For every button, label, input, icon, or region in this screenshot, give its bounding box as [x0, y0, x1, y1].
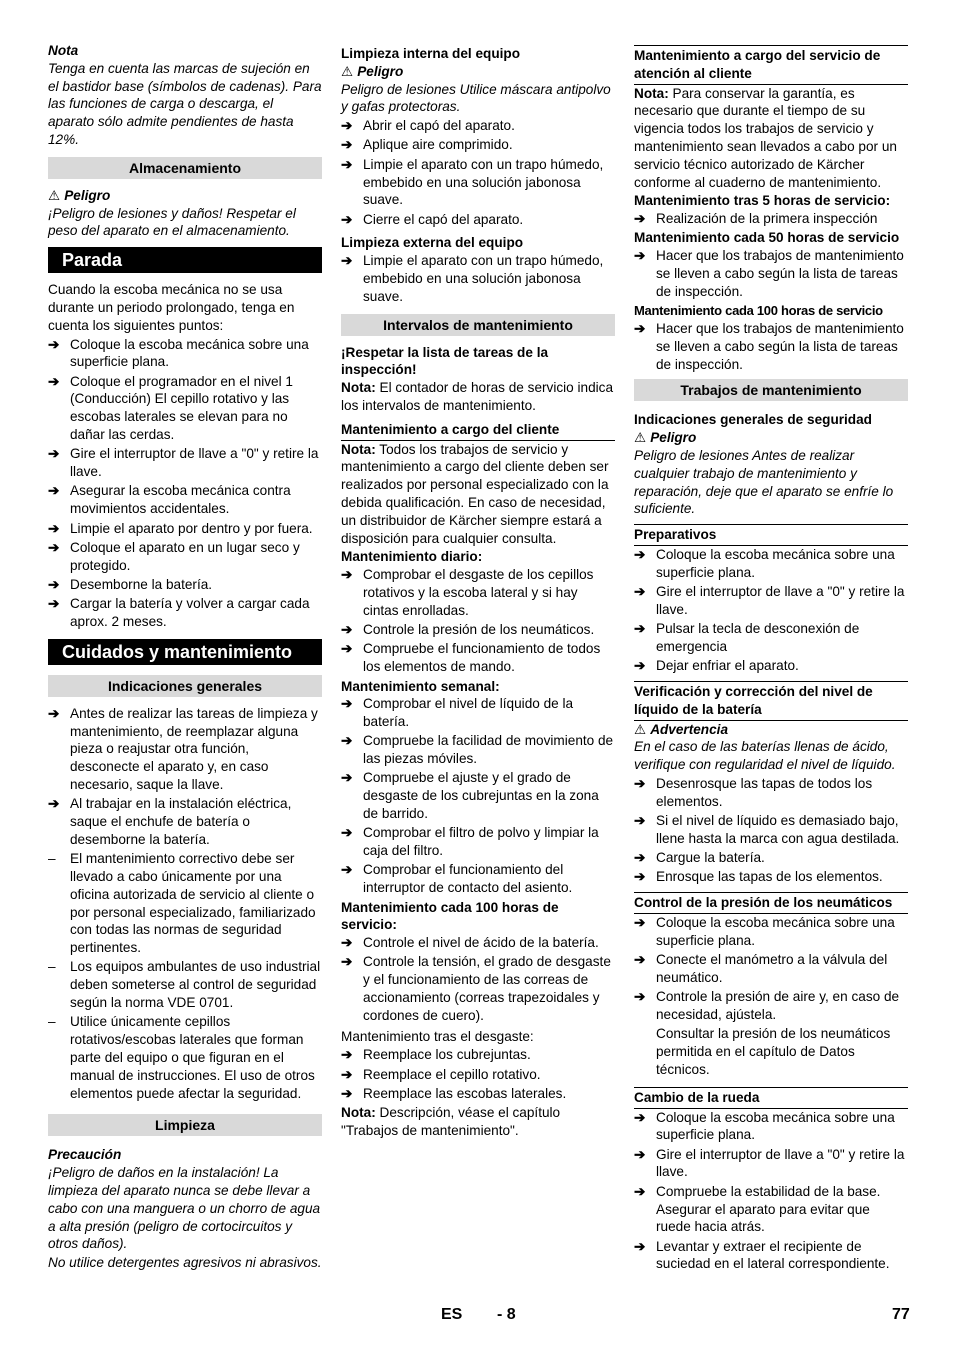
list-item: [341, 934, 615, 952]
cincuenta-list: [634, 247, 908, 300]
list-item: [341, 640, 615, 676]
nota-heading: Nota: [48, 43, 79, 58]
peligro-label: ⚠ Peligro: [341, 63, 404, 79]
arrow-bullet-icon: ➔: [48, 539, 60, 555]
list-item-text: Coloque la escoba mecánica sobre una superficie plana.: [70, 336, 309, 370]
seguridad-heading: Indicaciones generales de seguridad: [634, 412, 872, 428]
warning-triangle-icon: ⚠: [634, 721, 647, 737]
list-item: [634, 812, 908, 848]
arrow-bullet-icon: ➔: [48, 373, 60, 389]
list-item-text: Cargar la batería y volver a cargar cada aprox. 2 meses.: [70, 596, 310, 630]
list-item: [48, 482, 322, 518]
rueda-list: [634, 1109, 908, 1274]
list-item-text: Comprobar el filtro de polvo y limpiar la caja del filtro.: [363, 825, 599, 859]
list-item-text: Cargue la batería.: [656, 850, 765, 866]
list-item-text: Compruebe el ajuste y el grado de desgaste de los cubrejuntas en la zona de barrido.: [363, 770, 599, 822]
list-item-text: Desemborne la batería.: [70, 576, 213, 592]
list-item: [341, 211, 615, 229]
list-item-text: Gire el interruptor de llave a "0" y retire la llave.: [656, 584, 905, 617]
footer-page-number: 77: [892, 1306, 910, 1323]
presion-list: [634, 914, 908, 1024]
cinco-list: [634, 210, 908, 228]
arrow-bullet-icon: ➔: [634, 989, 646, 1005]
column-3: [634, 42, 908, 1275]
cien-heading: Mantenimiento cada 100 horas de servicio: [634, 303, 883, 319]
list-item: [341, 695, 615, 731]
almacenamiento-text: ¡Peligro de lesiones y daños! Respetar el peso del aparato en el almacenamiento.: [48, 205, 296, 239]
arrow-bullet-icon: ➔: [634, 850, 646, 866]
list-item-text: Controle la presión de los neumáticos.: [363, 622, 595, 638]
arrow-bullet-icon: ➔: [634, 546, 646, 562]
arrow-bullet-icon: ➔: [341, 622, 353, 638]
arrow-bullet-icon: ➔: [341, 696, 353, 712]
arrow-bullet-icon: ➔: [341, 935, 353, 951]
indicaciones-dash-list: [48, 850, 322, 1102]
arrow-bullet-icon: ➔: [341, 567, 353, 583]
list-item: [341, 1046, 615, 1064]
arrow-bullet-icon: ➔: [341, 641, 353, 657]
diario-list: [341, 566, 615, 676]
trabajos-heading: Trabajos de mantenimiento: [634, 379, 908, 401]
nota-text: Tenga en cuenta las marcas de sujeción en el bastidor base (símbolos de cadenas). Para las funciones de carga o descarga, el aparato sólo admite pendientes de hasta 12%.: [48, 60, 322, 147]
list-item-text: Comprobar el desgaste de los cepillos rotativos y la escoba lateral y si hay cintas enrolladas.: [363, 567, 594, 618]
cien-list: [341, 934, 615, 1024]
intervalos-heading: Intervalos de mantenimiento: [341, 314, 615, 336]
arrow-bullet-icon: ➔: [341, 733, 353, 749]
desgaste-list: [341, 1046, 615, 1102]
indicaciones-heading: Indicaciones generales: [48, 675, 322, 697]
arrow-bullet-icon: ➔: [341, 954, 353, 970]
dash-bullet-icon: –: [48, 959, 56, 975]
arrow-bullet-icon: ➔: [341, 1047, 353, 1063]
list-item: [634, 1238, 908, 1274]
column-2: [341, 42, 615, 1141]
list-item-text: Desenrosque las tapas de todos los elementos.: [656, 775, 873, 809]
arrow-bullet-icon: ➔: [341, 156, 353, 172]
preparativos-heading: Preparativos: [634, 524, 908, 546]
arrow-bullet-icon: ➔: [48, 520, 60, 536]
cuidados-heading: Cuidados y mantenimiento: [48, 639, 322, 665]
list-item: [341, 732, 615, 768]
list-item: [634, 583, 908, 619]
list-item-text: El mantenimiento correctivo debe ser llevado a cabo únicamente por una oficina autorizada de servicio al cliente o por personal especializado, familiarizado con todas las normas de seguridad pertinentes.: [70, 851, 316, 956]
list-item: [341, 769, 615, 822]
preparativos-list: [634, 546, 908, 675]
list-item-text: Conecte el manómetro a la válvula del neumático.: [656, 952, 888, 985]
arrow-bullet-icon: ➔: [48, 336, 60, 352]
precaucion-text-2: No utilice detergentes agresivos ni abrasivos.: [48, 1255, 322, 1271]
list-item: [48, 445, 322, 481]
arrow-bullet-icon: ➔: [634, 813, 646, 829]
list-item-text: Cierre el capó del aparato.: [363, 211, 524, 227]
list-item-text: Dejar enfriar el aparato.: [656, 658, 799, 674]
dash-bullet-icon: –: [48, 1014, 56, 1030]
cien-heading: Mantenimiento cada 100 horas de servicio:: [341, 899, 559, 933]
list-item-text: Enrosque las tapas de los elementos.: [656, 869, 883, 885]
list-item: [48, 373, 322, 444]
list-item-text: Comprobar el nivel de líquido de la batería.: [363, 696, 574, 730]
list-item: [48, 336, 322, 372]
warning-triangle-icon: ⚠: [341, 63, 354, 79]
list-item-text: Al trabajar en la instalación eléctrica, saque el enchufe de batería o desemborne la batería.: [70, 796, 292, 847]
list-item: [48, 850, 322, 957]
limpieza-externa-list: [341, 252, 615, 305]
arrow-bullet-icon: ➔: [341, 1086, 353, 1102]
arrow-bullet-icon: ➔: [48, 576, 60, 592]
limpieza-interna-warning: Peligro de lesiones Utilice máscara antipolvo y gafas protectoras.: [341, 81, 611, 115]
list-item-text: Limpie el aparato con un trapo húmedo, embebido en una solución jabonosa suave.: [363, 253, 604, 304]
list-item-text: Pulsar la tecla de desconexión de emergencia: [656, 621, 860, 654]
list-item: [634, 546, 908, 582]
peligro-label: ⚠ Peligro: [48, 187, 111, 203]
bateria-heading: Verificación y corrección del nivel de líquido de la batería: [634, 681, 908, 721]
list-item-text: Levantar y extraer el recipiente de suciedad en el lateral correspondiente.: [656, 1238, 890, 1272]
presion-heading: Control de la presión de los neumáticos: [634, 892, 908, 914]
list-item: [634, 988, 908, 1024]
list-item-text: Reemplace los cubrejuntas.: [363, 1047, 531, 1063]
list-item: [341, 252, 615, 305]
cincuenta-heading: Mantenimiento cada 50 horas de servicio: [634, 230, 900, 246]
list-item: [341, 861, 615, 897]
advertencia-label: ⚠ Advertencia: [634, 721, 729, 737]
parada-list: [48, 336, 322, 631]
list-item-text: Controle el nivel de ácido de la batería.: [363, 935, 599, 951]
list-item: [634, 868, 908, 886]
list-item-text: Coloque la escoba mecánica sobre una superficie plana.: [656, 546, 895, 580]
arrow-bullet-icon: ➔: [634, 1146, 646, 1162]
list-item: [634, 657, 908, 675]
list-item-text: Abrir el capó del aparato.: [363, 118, 515, 134]
almacenamiento-heading: Almacenamiento: [48, 157, 322, 179]
arrow-bullet-icon: ➔: [341, 825, 353, 841]
cliente-heading: Mantenimiento a cargo del cliente: [341, 421, 615, 441]
parada-heading: Parada: [48, 247, 322, 273]
list-item: [341, 953, 615, 1024]
list-item-text: Coloque el aparato en un lugar seco y protegido.: [70, 539, 300, 573]
column-1: [48, 42, 322, 1273]
list-item: [48, 958, 322, 1011]
footer-subpage: - 8: [497, 1306, 516, 1323]
list-item-text: Los equipos ambulantes de uso industrial deben someterse al control de seguridad según la norma VDE 0701.: [70, 959, 321, 1011]
footer-language: ES: [441, 1306, 463, 1323]
arrow-bullet-icon: ➔: [634, 248, 646, 264]
semanal-heading: Mantenimiento semanal:: [341, 678, 500, 694]
list-item-text: Aplique aire comprimido.: [363, 137, 513, 153]
arrow-bullet-icon: ➔: [48, 483, 60, 499]
list-item: [634, 951, 908, 987]
list-item: [341, 156, 615, 209]
list-item: [48, 705, 322, 794]
arrow-bullet-icon: ➔: [634, 952, 646, 968]
list-item: [634, 849, 908, 867]
warning-triangle-icon: ⚠: [48, 187, 61, 203]
list-item: [341, 1066, 615, 1084]
list-item-text: Utilice únicamente cepillos rotativos/escobas laterales que forman parte del equipo o que figuran en el manual de instrucciones. El uso de otros elementos puede afectar la seguridad.: [70, 1014, 315, 1101]
indicaciones-list: [48, 705, 322, 849]
list-item-text: Coloque la escoba mecánica sobre una superficie plana.: [656, 1109, 895, 1143]
arrow-bullet-icon: ➔: [341, 862, 353, 878]
nota-contador: Nota: El contador de horas de servicio indica los intervalos de mantenimiento.: [341, 380, 614, 414]
arrow-bullet-icon: ➔: [341, 1066, 353, 1082]
list-item: [341, 621, 615, 639]
list-item: [48, 539, 322, 575]
list-item: [634, 775, 908, 811]
list-item: [48, 1013, 322, 1102]
list-item: [634, 620, 908, 656]
limpieza-heading: Limpieza: [48, 1114, 322, 1136]
list-item-text: Realización de la primera inspección: [656, 211, 878, 227]
list-item-text: Limpie el aparato por dentro y por fuera.: [70, 520, 313, 536]
arrow-bullet-icon: ➔: [48, 596, 60, 612]
list-item-text: Controle la tensión, el grado de desgaste y el funcionamiento de las correas de accionamiento (correas trapezoidales y cordones de cuero).: [363, 954, 611, 1023]
arrow-bullet-icon: ➔: [48, 796, 60, 812]
limpieza-interna-list: [341, 117, 615, 228]
list-item-text: Coloque el programador en el nivel 1 (Conducción) El cepillo rotativo y las escobas laterales se elevan para no dañar las cerdas.: [70, 373, 293, 443]
seguridad-text: Peligro de lesiones Antes de realizar cualquier trabajo de mantenimiento y reparación, deje que el aparato se enfríe lo suficiente.: [634, 447, 894, 517]
list-item: [634, 247, 908, 300]
arrow-bullet-icon: ➔: [634, 658, 646, 674]
list-item-text: Reemplace las escobas laterales.: [363, 1086, 567, 1102]
arrow-bullet-icon: ➔: [634, 1238, 646, 1254]
bateria-list: [634, 775, 908, 886]
nota-descripcion: Nota: Descripción, véase el capítulo "Trabajos de mantenimiento".: [341, 1105, 561, 1139]
list-item-text: Gire el interruptor de llave a "0" y retire la llave.: [70, 446, 319, 480]
arrow-bullet-icon: ➔: [634, 915, 646, 931]
arrow-bullet-icon: ➔: [341, 118, 353, 134]
arrow-bullet-icon: ➔: [48, 705, 60, 721]
arrow-bullet-icon: ➔: [634, 211, 646, 227]
list-item: [341, 136, 615, 154]
list-item: [341, 566, 615, 619]
list-item-text: Coloque la escoba mecánica sobre una superficie plana.: [656, 915, 895, 948]
respetar-lista: ¡Respetar la lista de tareas de la inspección!: [341, 344, 549, 378]
list-item: [48, 576, 322, 594]
arrow-bullet-icon: ➔: [341, 253, 353, 269]
list-item: [48, 795, 322, 848]
list-item: [634, 1146, 908, 1182]
rueda-heading: Cambio de la rueda: [634, 1087, 908, 1109]
limpieza-externa-heading: Limpieza externa del equipo: [341, 235, 524, 251]
arrow-bullet-icon: ➔: [634, 320, 646, 336]
bateria-warning: En el caso de las baterías llenas de ácido, verifique con regularidad el nivel de líquido.: [634, 739, 896, 773]
arrow-bullet-icon: ➔: [634, 621, 646, 637]
list-item-text: Compruebe el funcionamiento de todos los elementos de mando.: [363, 641, 601, 675]
arrow-bullet-icon: ➔: [341, 137, 353, 153]
arrow-bullet-icon: ➔: [634, 775, 646, 791]
dash-bullet-icon: –: [48, 851, 56, 867]
diario-heading: Mantenimiento diario:: [341, 549, 483, 565]
presion-note: Consultar la presión de los neumáticos permitida en el capítulo de Datos técnicos.: [656, 1026, 891, 1077]
list-item-text: Reemplace el cepillo rotativo.: [363, 1066, 541, 1082]
list-item: [48, 520, 322, 538]
arrow-bullet-icon: ➔: [48, 446, 60, 462]
list-item-text: Hacer que los trabajos de mantenimiento se lleven a cabo según la lista de tareas de inspección.: [656, 320, 904, 372]
cliente-text: Nota: Todos los trabajos de servicio y mantenimiento a cargo del cliente deben ser realizados por personal especializado con la debida qualificación. En caso de necesidad, un distribuidor de Kärcher siempre estará a disposición para cualquier consulta.: [341, 441, 609, 546]
list-item-text: Asegurar la escoba mecánica contra movimientos accidentales.: [70, 483, 291, 517]
cien-list: [634, 320, 908, 373]
cinco-heading: Mantenimiento tras 5 horas de servicio:: [634, 193, 891, 209]
arrow-bullet-icon: ➔: [341, 211, 353, 227]
list-item-text: Gire el interruptor de llave a "0" y retire la llave.: [656, 1146, 905, 1180]
list-item-text: Limpie el aparato con un trapo húmedo, embebido en una solución jabonosa suave.: [363, 156, 604, 208]
semanal-list: [341, 695, 615, 897]
list-item: [634, 1183, 908, 1236]
servicio-text: Nota: Para conservar la garantía, es necesario que durante el tiempo de su vigencia todos los trabajos de servicio y mantenimiento sean llevados a cabo por un servicio técnico autorizado de Kärcher conforme al cuaderno de mantenimiento.: [634, 85, 897, 190]
list-item: [634, 210, 908, 228]
limpieza-interna-heading: Limpieza interna del equipo: [341, 46, 521, 61]
list-item: [634, 914, 908, 950]
list-item: [634, 1109, 908, 1145]
list-item: [634, 320, 908, 373]
arrow-bullet-icon: ➔: [634, 1109, 646, 1125]
desgaste-heading: Mantenimiento tras el desgaste:: [341, 1028, 534, 1044]
list-item: [341, 1085, 615, 1103]
precaucion-label: Precaución: [48, 1147, 122, 1163]
list-item-text: Si el nivel de líquido es demasiado bajo, llene hasta la marca con agua destilada.: [656, 813, 900, 846]
list-item-text: Compruebe la estabilidad de la base. Asegurar el aparato para evitar que ruede hacia atrás.: [656, 1183, 881, 1235]
list-item-text: Compruebe la facilidad de movimiento de las piezas móviles.: [363, 733, 614, 767]
parada-intro: Cuando la escoba mecánica no se usa durante un periodo prolongado, tenga en cuenta los siguientes puntos:: [48, 282, 295, 333]
servicio-heading: Mantenimiento a cargo del servicio de atención al cliente: [634, 45, 908, 85]
peligro-label: ⚠ Peligro: [634, 430, 697, 446]
precaucion-text: ¡Peligro de daños en la instalación! La limpieza del aparato nunca se debe llevar a cabo con una manguera o un chorro de agua a alta presión (peligro de cortocircuitos y otros daños).: [48, 1165, 321, 1252]
list-item: [48, 595, 322, 631]
arrow-bullet-icon: ➔: [341, 770, 353, 786]
list-item-text: Antes de realizar las tareas de limpieza y mantenimiento, de reemplazar alguna pieza o reajustar otra función, desconecte el aparato y, en caso necesario, saque la llave.: [70, 705, 318, 792]
list-item: [341, 117, 615, 135]
arrow-bullet-icon: ➔: [634, 584, 646, 600]
arrow-bullet-icon: ➔: [634, 1183, 646, 1199]
list-item-text: Hacer que los trabajos de mantenimiento se lleven a cabo según la lista de tareas de inspección.: [656, 248, 904, 299]
list-item-text: Controle la presión de aire y, en caso de necesidad, ajústela.: [656, 989, 900, 1023]
arrow-bullet-icon: ➔: [634, 869, 646, 885]
warning-triangle-icon: ⚠: [634, 430, 647, 446]
list-item-text: Comprobar el funcionamiento del interruptor de contacto del asiento.: [363, 862, 573, 896]
list-item: [341, 824, 615, 860]
